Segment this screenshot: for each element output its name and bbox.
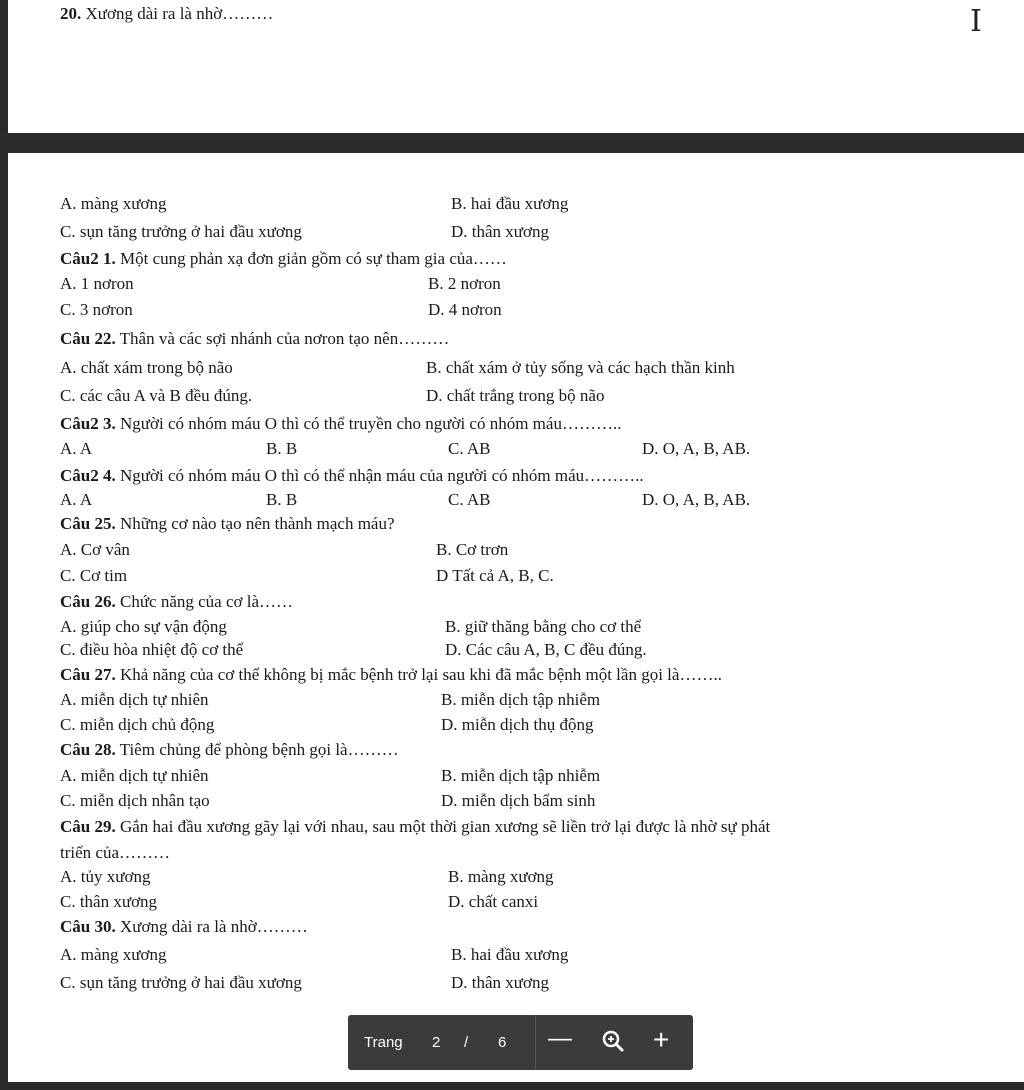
document-page <box>0 153 1024 1090</box>
question-number: Câu2 4. <box>60 466 116 485</box>
option-c: C. điều hòa nhiệt độ cơ thể <box>60 640 244 659</box>
option-b: B. màng xương <box>448 867 554 886</box>
option-a: A. Cơ vân <box>60 540 130 559</box>
text-cursor-icon: I <box>970 4 982 39</box>
option-a: A. miễn dịch tự nhiên <box>60 690 209 709</box>
question-text: Người có nhóm máu O thì có thể truyền cho người có nhóm máu……….. <box>115 414 622 433</box>
zoom-icon[interactable] <box>600 1028 626 1054</box>
question-text: Thân và các sợi nhánh của nơron tạo nên……… <box>115 329 450 348</box>
option-d: D. 4 nơron <box>428 300 502 319</box>
question-text: Một cung phản xạ đơn giản gồm có sự tham gia của…… <box>115 249 507 268</box>
option-b: B. B <box>266 490 298 509</box>
option-c: C. AB <box>448 490 491 509</box>
question-28 <box>60 740 399 760</box>
option-d: D. miễn dịch thụ động <box>441 715 594 734</box>
option-a: A. A <box>60 490 93 509</box>
option-a: A. miễn dịch tự nhiên <box>60 766 209 785</box>
question-24 <box>60 466 644 486</box>
question-number: Câu 30. <box>60 917 116 936</box>
question-number: Câu 25. <box>60 514 116 533</box>
option-c: C. sụn tăng trưởng ở hai đầu xương <box>60 222 302 241</box>
previous-page-bottom <box>0 0 1024 133</box>
option-a: A. giúp cho sự vận động <box>60 617 227 636</box>
question-22 <box>60 329 449 349</box>
page-navigation-toolbar <box>348 1015 693 1070</box>
question-21 <box>60 249 507 269</box>
option-c: C. miễn dịch nhân tạo <box>60 791 210 810</box>
option-b: B. miễn dịch tập nhiễm <box>441 766 601 785</box>
question-number: Câu 22. <box>60 329 116 348</box>
option-d: D. O, A, B, AB. <box>642 439 751 458</box>
option-c: C. miễn dịch chủ động <box>60 715 215 734</box>
option-c: C. các câu A và B đều đúng. <box>60 386 253 405</box>
option-a: A. màng xương <box>60 945 167 964</box>
option-c: C. Cơ tim <box>60 566 128 585</box>
option-a: A. 1 nơron <box>60 274 134 293</box>
option-c: C. thân xương <box>60 892 158 911</box>
option-b: B. chất xám ở tủy sống và các hạch thần kinh <box>426 358 735 377</box>
question-text: Chức năng của cơ là…… <box>115 592 294 611</box>
question-text: Xương dài ra là nhờ……… <box>115 917 308 936</box>
question-text: Tiêm chủng để phòng bệnh gọi là……… <box>115 740 399 759</box>
option-a: A. A <box>60 439 93 458</box>
option-d: D. chất canxi <box>448 892 539 911</box>
page-label: Trang <box>364 1034 403 1051</box>
option-b: B. miễn dịch tập nhiễm <box>441 690 601 709</box>
toolbar-divider <box>535 1015 536 1070</box>
total-pages: 6 <box>498 1034 507 1051</box>
option-d: D. miễn dịch bẩm sinh <box>441 791 596 810</box>
option-c: C. 3 nơron <box>60 300 133 319</box>
question-number: Câu 27. <box>60 665 116 684</box>
option-b: B. giữ thăng bằng cho cơ thể <box>445 617 642 636</box>
option-d: D. chất trắng trong bộ não <box>426 386 605 405</box>
zoom-out-button[interactable]: — <box>548 1025 572 1052</box>
option-b: B. Cơ trơn <box>436 540 509 559</box>
option-d: D. O, A, B, AB. <box>642 490 751 509</box>
question-number: Câu2 3. <box>60 414 116 433</box>
question-text: Gắn hai đầu xương gãy lại với nhau, sau một thời gian xương sẽ liền trở lại được là nhờ sự phát <box>115 817 771 836</box>
question-number: 20. <box>60 4 82 23</box>
option-a: A. chất xám trong bộ não <box>60 358 233 377</box>
zoom-in-button[interactable]: + <box>653 1024 670 1055</box>
option-a: A. tủy xương <box>60 867 151 886</box>
option-d: D. thân xương <box>451 222 549 241</box>
option-b: B. hai đầu xương <box>451 194 569 213</box>
option-b: B. hai đầu xương <box>451 945 569 964</box>
question-number: Câu 29. <box>60 817 116 836</box>
page-separator <box>0 133 1024 153</box>
question-27 <box>60 665 722 685</box>
option-a: A. màng xương <box>60 194 167 213</box>
page-separator-slash: / <box>464 1034 469 1051</box>
previous-question-20 <box>60 4 273 24</box>
current-page-number[interactable]: 2 <box>432 1034 441 1051</box>
question-number: Câu 26. <box>60 592 116 611</box>
question-text: Khả năng của cơ thể không bị mắc bệnh trở lại sau khi đã mắc bệnh một lần gọi là…….. <box>115 665 722 684</box>
question-29-continuation: triển của……… <box>60 843 170 862</box>
question-25 <box>60 514 395 534</box>
option-c: C. sụn tăng trưởng ở hai đầu xương <box>60 973 302 992</box>
question-number: Câu 28. <box>60 740 116 759</box>
question-text: Người có nhóm máu O thì có thể nhận máu của người có nhóm máu……….. <box>115 466 644 485</box>
option-d: D. thân xương <box>451 973 549 992</box>
option-b: B. B <box>266 439 298 458</box>
option-b: B. 2 nơron <box>428 274 501 293</box>
option-d: D. Các câu A, B, C đều đúng. <box>445 640 647 659</box>
option-c: C. AB <box>448 439 491 458</box>
option-d: D Tất cả A, B, C. <box>436 566 554 585</box>
question-29 <box>60 817 770 837</box>
question-text: Xương dài ra là nhờ……… <box>81 4 274 23</box>
question-text: Những cơ nào tạo nên thành mạch máu? <box>115 514 395 533</box>
question-number: Câu2 1. <box>60 249 116 268</box>
question-26 <box>60 592 293 612</box>
question-30 <box>60 917 308 937</box>
question-23 <box>60 414 621 434</box>
